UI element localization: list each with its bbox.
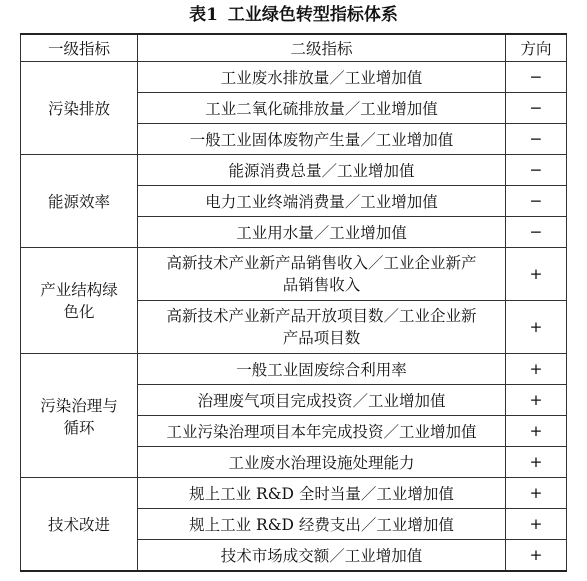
table-row bbox=[21, 155, 567, 186]
group-name: 能源效率 bbox=[21, 155, 138, 248]
table-row bbox=[21, 478, 567, 509]
header-level2: 二级指标 bbox=[138, 34, 506, 62]
indicator-cell: 能源消费总量／工业增加值 bbox=[138, 155, 506, 186]
direction-cell: + bbox=[506, 509, 567, 540]
direction-cell: − bbox=[506, 186, 567, 217]
header-direction: 方向 bbox=[506, 34, 567, 62]
direction-cell: − bbox=[506, 124, 567, 155]
direction-cell: + bbox=[506, 540, 567, 572]
indicator-cell: 规上工业 R&D 全时当量／工业增加值 bbox=[138, 478, 506, 509]
header-level1: 一级指标 bbox=[21, 34, 138, 62]
direction-cell: − bbox=[506, 155, 567, 186]
table-row bbox=[21, 62, 567, 93]
indicator-cell: 高新技术产业新产品开放项目数／工业企业新产品项目数 bbox=[138, 301, 506, 354]
table-row bbox=[21, 248, 567, 301]
direction-cell: + bbox=[506, 478, 567, 509]
indicator-cell: 一般工业固废综合利用率 bbox=[138, 354, 506, 385]
group-name: 产业结构绿色化 bbox=[21, 248, 138, 354]
indicator-cell: 电力工业终端消费量／工业增加值 bbox=[138, 186, 506, 217]
indicator-cell: 工业废水排放量／工业增加值 bbox=[138, 62, 506, 93]
direction-cell: − bbox=[506, 217, 567, 248]
table-number: 表1 bbox=[189, 5, 218, 25]
table-title: 工业绿色转型指标体系 bbox=[227, 5, 398, 25]
indicator-cell: 高新技术产业新产品销售收入／工业企业新产品销售收入 bbox=[138, 248, 506, 301]
group-name: 污染排放 bbox=[21, 62, 138, 155]
indicator-table bbox=[20, 33, 567, 572]
indicator-cell: 技术市场成交额／工业增加值 bbox=[138, 540, 506, 572]
indicator-cell: 工业二氧化硫排放量／工业增加值 bbox=[138, 93, 506, 124]
direction-cell: − bbox=[506, 93, 567, 124]
indicator-cell: 规上工业 R&D 经费支出／工业增加值 bbox=[138, 509, 506, 540]
direction-cell: + bbox=[506, 447, 567, 478]
direction-cell: + bbox=[506, 248, 567, 301]
direction-cell: − bbox=[506, 62, 567, 93]
indicator-cell: 工业污染治理项目本年完成投资／工业增加值 bbox=[138, 416, 506, 447]
table-row bbox=[21, 354, 567, 385]
direction-cell: + bbox=[506, 416, 567, 447]
indicator-cell: 工业用水量／工业增加值 bbox=[138, 217, 506, 248]
table-caption bbox=[0, 2, 587, 28]
indicator-cell: 一般工业固体废物产生量／工业增加值 bbox=[138, 124, 506, 155]
direction-cell: + bbox=[506, 385, 567, 416]
direction-cell: + bbox=[506, 301, 567, 354]
header-row bbox=[21, 34, 567, 62]
direction-cell: + bbox=[506, 354, 567, 385]
indicator-cell: 治理废气项目完成投资／工业增加值 bbox=[138, 385, 506, 416]
indicator-cell: 工业废水治理设施处理能力 bbox=[138, 447, 506, 478]
group-name: 技术改进 bbox=[21, 478, 138, 572]
group-name: 污染治理与循环 bbox=[21, 354, 138, 478]
